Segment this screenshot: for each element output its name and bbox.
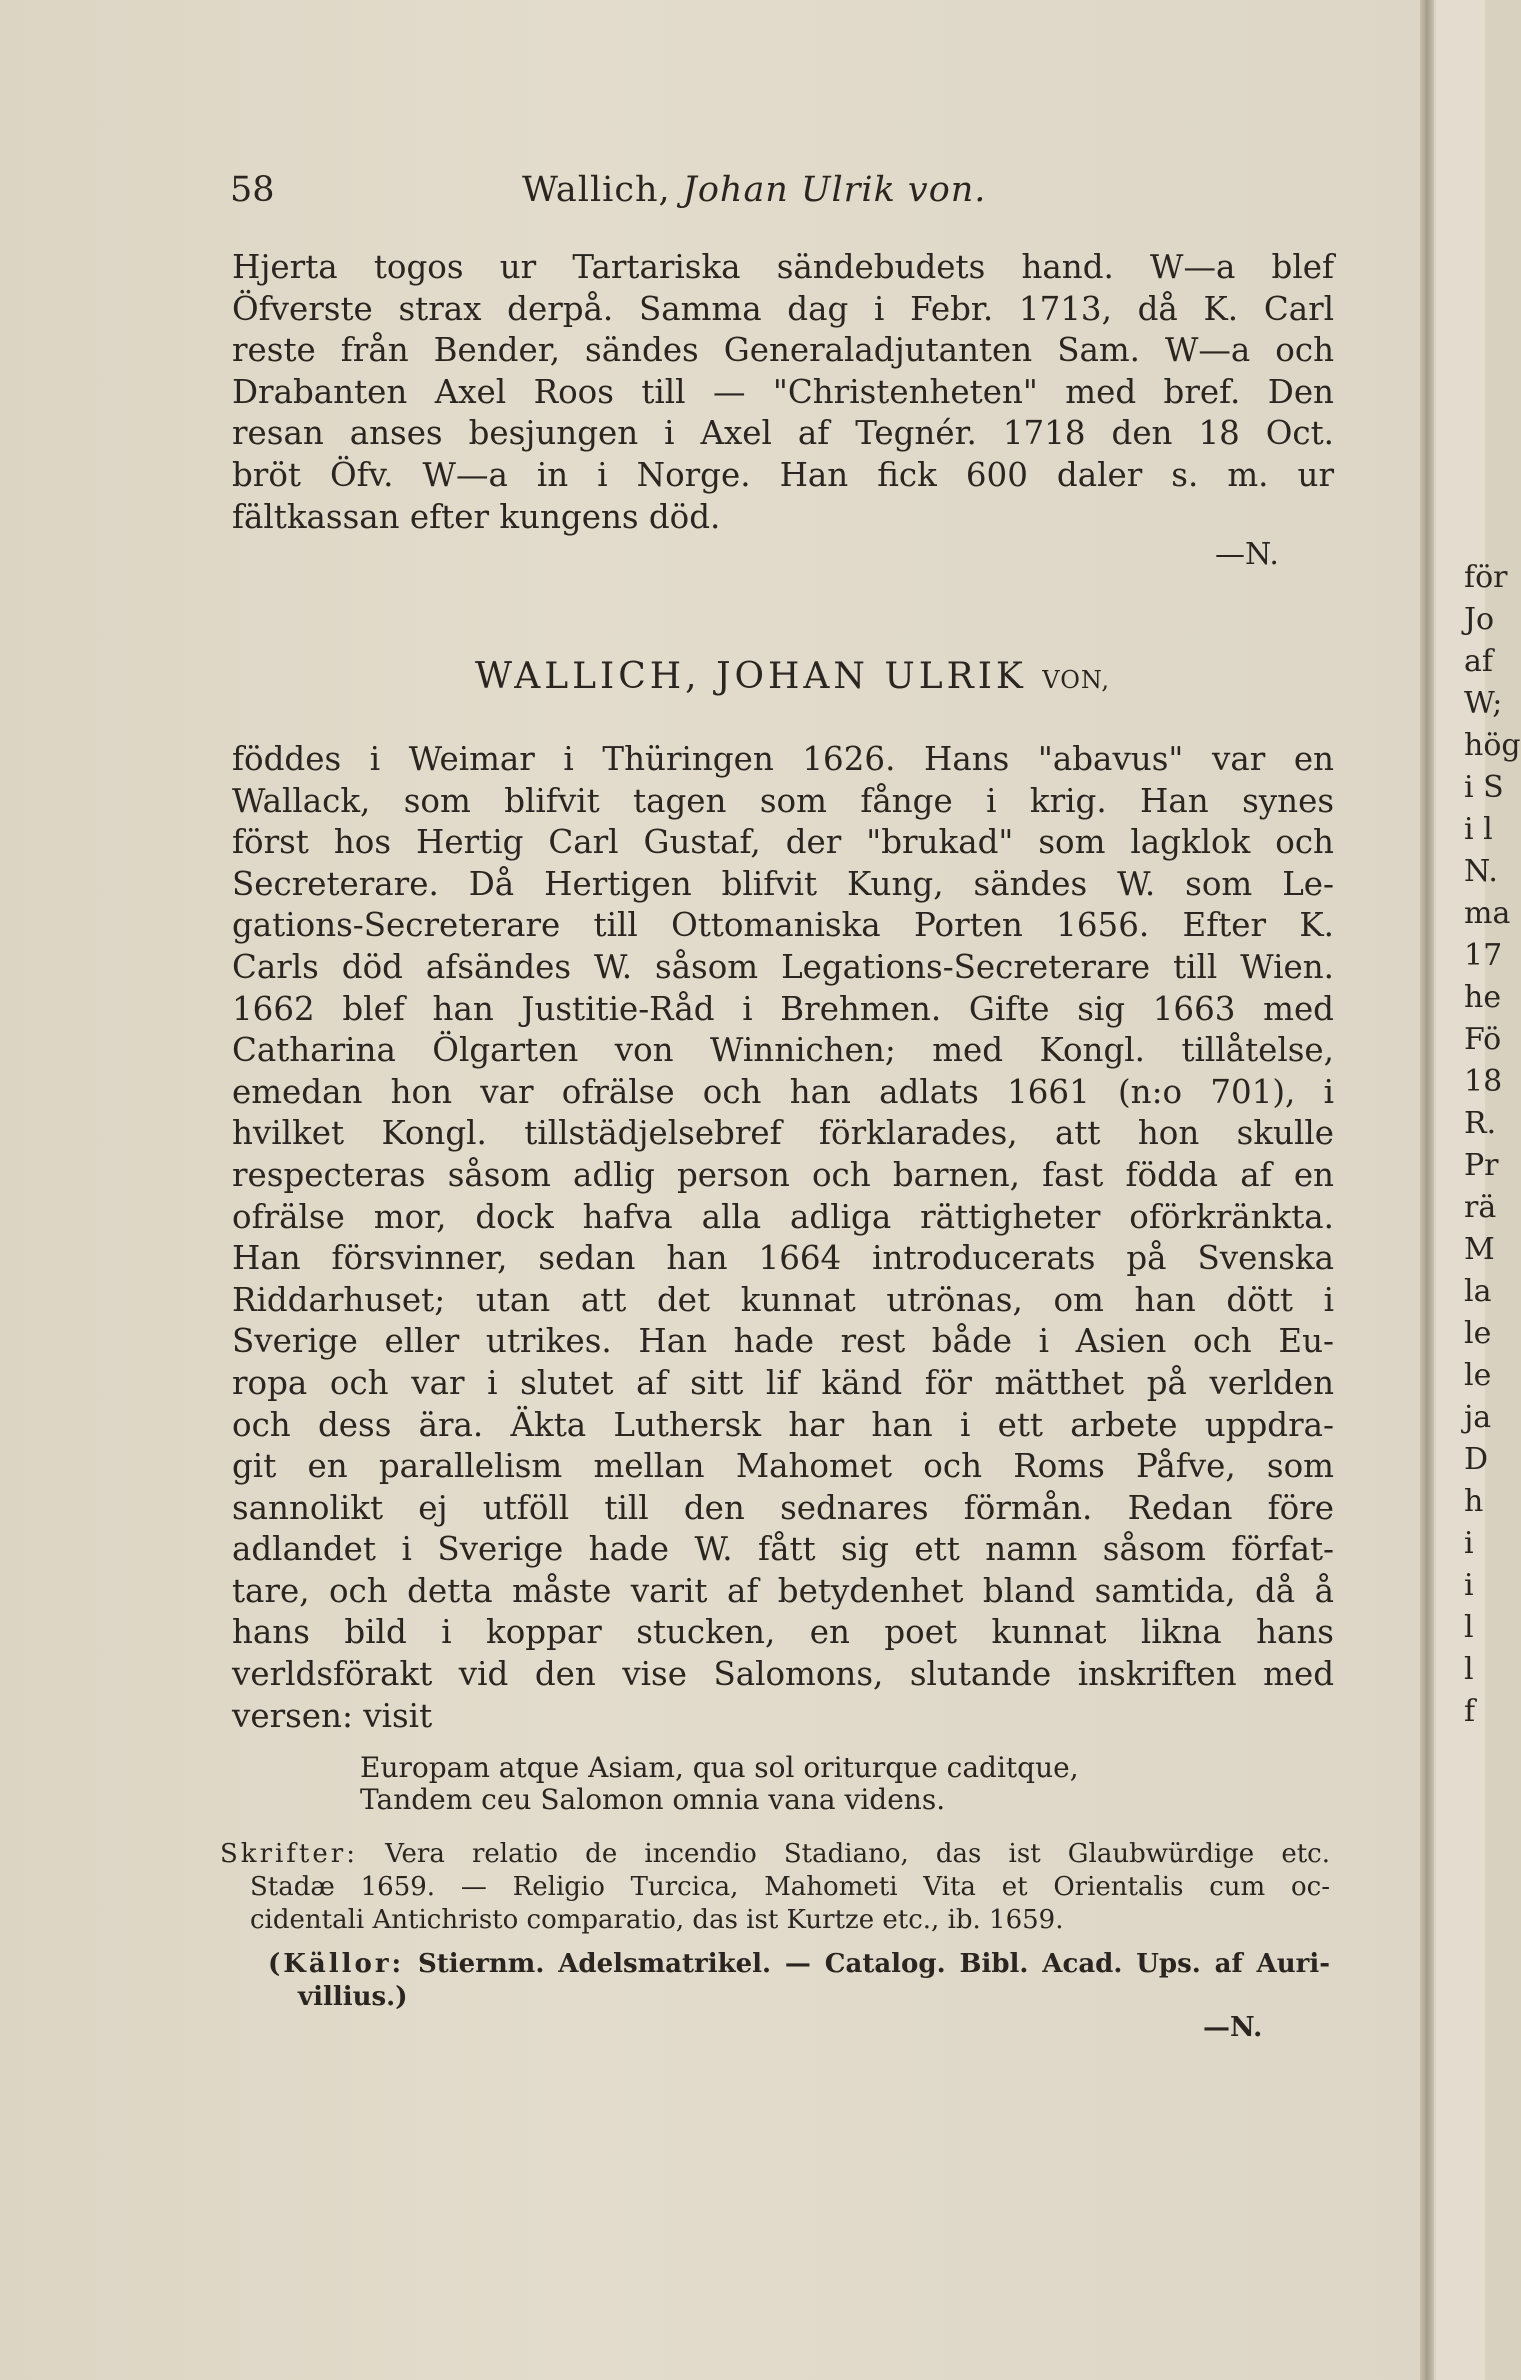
next-page-fragment: rä — [1464, 1190, 1497, 1225]
verse-line: Tandem ceu Salomon omnia vana videns. — [360, 1783, 946, 1816]
skrifter-section — [220, 1838, 1330, 1937]
next-page-fragment: Fö — [1464, 1022, 1502, 1057]
next-page-fragment: R. — [1464, 1106, 1497, 1141]
text-line: versen: visit — [232, 1696, 433, 1735]
verse-quote — [360, 1752, 1079, 1816]
text-line: bröt Öfv. W—a in i Norge. Han fick 600 daler s. m. ur — [232, 455, 1334, 494]
next-page-fragment: af — [1464, 644, 1493, 679]
text-line: resan anses besjungen i Axel af Tegnér. 1718 den 18 Oct. — [232, 414, 1334, 453]
next-page-fragment: i — [1464, 1568, 1474, 1603]
page-header — [230, 170, 1340, 220]
text-line: Carls död afsändes W. såsom Legations-Secreterare till Wien. — [232, 947, 1334, 986]
next-page-fragment: N. — [1464, 854, 1498, 889]
next-page-fragment: 18 — [1464, 1064, 1503, 1099]
text-line: 1662 blef han Justitie-Råd i Brehmen. Gifte sig 1663 med — [232, 989, 1334, 1028]
text-line: emedan hon var ofrälse och han adlats 1661 (n:o 701), i — [232, 1072, 1334, 1111]
next-page-edge — [1436, 0, 1521, 2380]
next-page-fragment: Jo — [1464, 602, 1495, 637]
text-line: reste från Bender, sändes Generaladjutanten Sam. W—a och — [232, 331, 1334, 370]
text-line: Sverige eller utrikes. Han hade rest både i Asien och Eu- — [232, 1322, 1334, 1361]
text-line: och dess ära. Äkta Luthersk har han i ett arbete uppdra- — [232, 1405, 1334, 1444]
next-page-fragment: le — [1464, 1316, 1492, 1351]
entry-title-von: VON, — [1042, 666, 1110, 694]
verse-line: Europam atque Asiam, qua sol oriturque caditque, — [360, 1751, 1079, 1784]
kallor-section — [268, 1948, 1330, 2014]
entry-title — [475, 656, 1110, 697]
skrifter-line: Skrifter: Vera relatio de incendio Stadiano, das ist Glaubwürdige etc. — [220, 1839, 1330, 1869]
text-line: sannolikt ej utföll till den sednares förmån. Redan före — [232, 1488, 1334, 1527]
skrifter-label: Skrifter: — [220, 1839, 358, 1869]
text-line: tare, och detta måste varit af betydenhet bland samtida, då å — [232, 1571, 1334, 1610]
running-title-name: Wallich, — [522, 170, 671, 210]
text-line: ofrälse mor, dock hafva alla adliga rättigheter oförkränkta. — [232, 1197, 1334, 1236]
entry-title-main: WALLICH, JOHAN ULRIK — [475, 656, 1027, 697]
next-page-fragment: la — [1464, 1274, 1492, 1309]
next-page-fragment: M — [1464, 1232, 1495, 1267]
next-page-fragment: D — [1464, 1442, 1489, 1477]
text-line: hvilket Kongl. tillstädjelsebref förklarades, att hon skulle — [232, 1114, 1334, 1153]
text-line: Öfverste strax derpå. Samma dag i Febr. 1713, då K. Carl — [232, 289, 1334, 328]
entry-body — [232, 739, 1334, 1737]
next-page-fragment: he — [1464, 980, 1502, 1015]
next-page-fragment: ja — [1464, 1400, 1492, 1435]
text-line: föddes i Weimar i Thüringen 1626. Hans "abavus" var en — [232, 740, 1334, 778]
next-page-fragment: le — [1464, 1358, 1492, 1393]
next-page-fragment: l — [1464, 1610, 1474, 1645]
next-page-fragment: h — [1464, 1484, 1484, 1519]
kallor-label: (Källor: — [268, 1949, 405, 1979]
kallor-line: (Källor: Stiernm. Adelsmatrikel. — Catalog. Bibl. Acad. Ups. af Auri- — [268, 1949, 1330, 1979]
next-page-fragment: ma — [1464, 896, 1511, 931]
text-line: ropa och var i slutet af sitt lif känd för mätthet på verlden — [232, 1363, 1334, 1402]
next-page-fragment: i — [1464, 1526, 1474, 1561]
previous-entry-text — [232, 247, 1334, 538]
entry-signature: —N. — [1203, 2012, 1263, 2043]
book-gutter — [1420, 0, 1434, 2380]
text-line: verldsförakt vid den vise Salomons, slutande inskriften med — [232, 1655, 1334, 1694]
kallor-line: villius.) — [298, 1982, 408, 2012]
next-page-fragment: Pr — [1464, 1148, 1499, 1183]
text-line: gations-Secreterare till Ottomaniska Porten 1656. Efter K. — [232, 906, 1334, 945]
next-page-fragment: för — [1464, 560, 1508, 595]
next-page-fragment: 17 — [1464, 938, 1503, 973]
text-line: Secreterare. Då Hertigen blifvit Kung, sändes W. som Le- — [232, 864, 1334, 903]
next-page-fragment: i l — [1464, 812, 1493, 847]
next-page-fragment: f — [1464, 1694, 1476, 1729]
text-line: adlandet i Sverige hade W. fått sig ett namn såsom förfat- — [232, 1530, 1334, 1569]
running-title-italic: Johan Ulrik von. — [682, 170, 987, 210]
text-line: Wallack, som blifvit tagen som fånge i krig. Han synes — [232, 781, 1334, 820]
text-line: Catharina Ölgarten von Winnichen; med Kongl. tillåtelse, — [232, 1031, 1334, 1070]
text-line: hans bild i koppar stucken, en poet kunnat likna hans — [232, 1613, 1334, 1652]
text-line: respecteras såsom adlig person och barnen, fast födda af en — [232, 1155, 1334, 1194]
text-line: fältkassan efter kungens död. — [232, 497, 721, 536]
next-page-fragment: l — [1464, 1652, 1474, 1687]
text-line: först hos Hertig Carl Gustaf, der "brukad" som lagklok och — [232, 823, 1334, 862]
skrifter-line: cidentali Antichristo comparatio, das ist Kurtze etc., ib. 1659. — [250, 1905, 1064, 1935]
text-line: Hjerta togos ur Tartariska sändebudets hand. W—a blef — [232, 248, 1334, 286]
text-line: Riddarhuset; utan att det kunnat utrönas, om han dött i — [232, 1280, 1334, 1319]
running-title — [522, 170, 986, 210]
text-line: git en parallelism mellan Mahomet och Roms Påfve, som — [232, 1447, 1334, 1486]
next-page-fragment: W; — [1464, 686, 1503, 721]
next-page-fragment: hög — [1464, 728, 1521, 763]
next-page-fragment: i S — [1464, 770, 1504, 805]
previous-entry-signature: —N. — [1215, 537, 1279, 572]
text-line: Han försvinner, sedan han 1664 introducerats på Svenska — [232, 1239, 1334, 1278]
text-line: Drabanten Axel Roos till — "Christenheten" med bref. Den — [232, 372, 1334, 411]
page-number: 58 — [230, 170, 275, 210]
skrifter-line: Stadæ 1659. — Religio Turcica, Mahometi Vita et Orientalis cum oc- — [250, 1872, 1330, 1902]
